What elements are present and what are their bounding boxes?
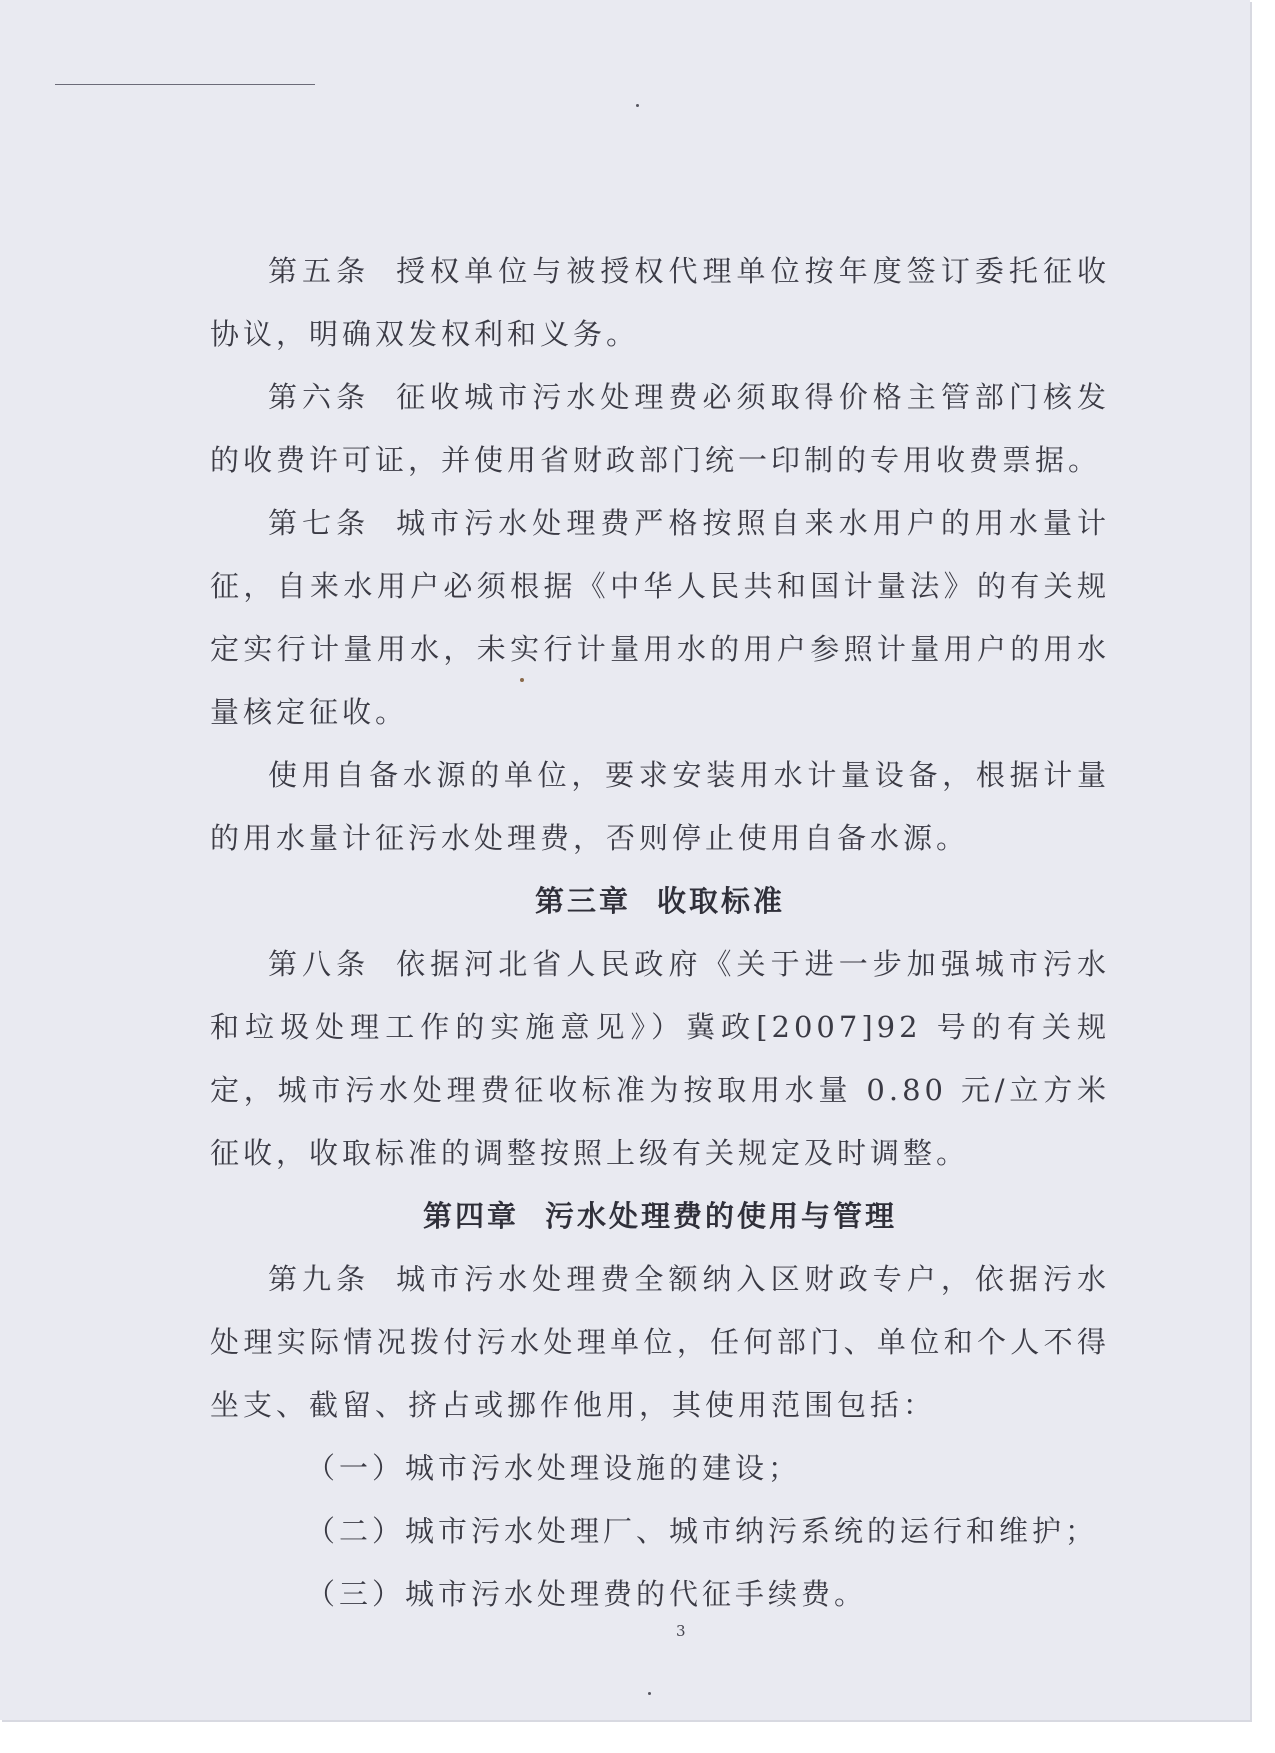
article-9: [210, 1248, 1110, 1437]
chapter-title: 收取标准: [657, 884, 786, 918]
article-number: 第八条: [268, 947, 371, 981]
article-number: 第五条: [268, 254, 371, 288]
usage-item: （二）城市污水处理厂、城市纳污系统的运行和维护；: [306, 1514, 1099, 1548]
self-water-paragraph: 使用自备水源的单位，要求安装用水计量设备，根据计量的用水量计征污水处理费，否则停止使用自备水源。: [210, 758, 1110, 855]
page-number: 3: [676, 1622, 686, 1640]
article-6: [210, 366, 1110, 492]
scan-speck: [636, 104, 639, 107]
header-rule: [55, 84, 315, 85]
chapter-3-heading: [210, 870, 1110, 933]
chapter-title: 污水处理费的使用与管理: [545, 1199, 898, 1233]
article-text: 征收城市污水处理费必须取得价格主管部门核发的收费许可证，并使用省财政部门统一印制的专用收费票据。: [210, 380, 1110, 477]
article-5: [210, 240, 1110, 366]
article-text: 授权单位与被授权代理单位按年度签订委托征收协议，明确双发权利和义务。: [210, 254, 1110, 351]
chapter-number: 第三章: [534, 884, 631, 918]
scan-speck: [648, 1692, 651, 1695]
document-body: [210, 240, 1110, 1626]
article-number: 第七条: [268, 506, 371, 540]
chapter-number: 第四章: [422, 1199, 519, 1233]
article-text: 依据河北省人民政府《关于进一步加强城市污水和垃圾处理工作的实施意见》）冀政[2007]92 号的有关规定，城市污水处理费征收标准为按取用水量 0.80 元/立方米征收，收取标准的调整按照上级有关规定及时调整。: [210, 947, 1110, 1170]
chapter-4-heading: [210, 1185, 1110, 1248]
article-7: [210, 492, 1110, 744]
article-text: 城市污水处理费全额纳入区财政专户，依据污水处理实际情况拨付污水处理单位，任何部门、单位和个人不得坐支、截留、挤占或挪作他用，其使用范围包括：: [210, 1262, 1110, 1422]
article-number: 第六条: [268, 380, 371, 414]
article-text: 城市污水处理费严格按照自来水用户的用水量计征，自来水用户必须根据《中华人民共和国计量法》的有关规定实行计量用水，未实行计量用水的用户参照计量用户的用水量核定征收。: [210, 506, 1110, 729]
article-8: [210, 933, 1110, 1185]
usage-item: （一）城市污水处理设施的建设；: [306, 1451, 802, 1485]
article-number: 第九条: [268, 1262, 371, 1296]
usage-item: （三）城市污水处理费的代征手续费。: [306, 1577, 868, 1611]
